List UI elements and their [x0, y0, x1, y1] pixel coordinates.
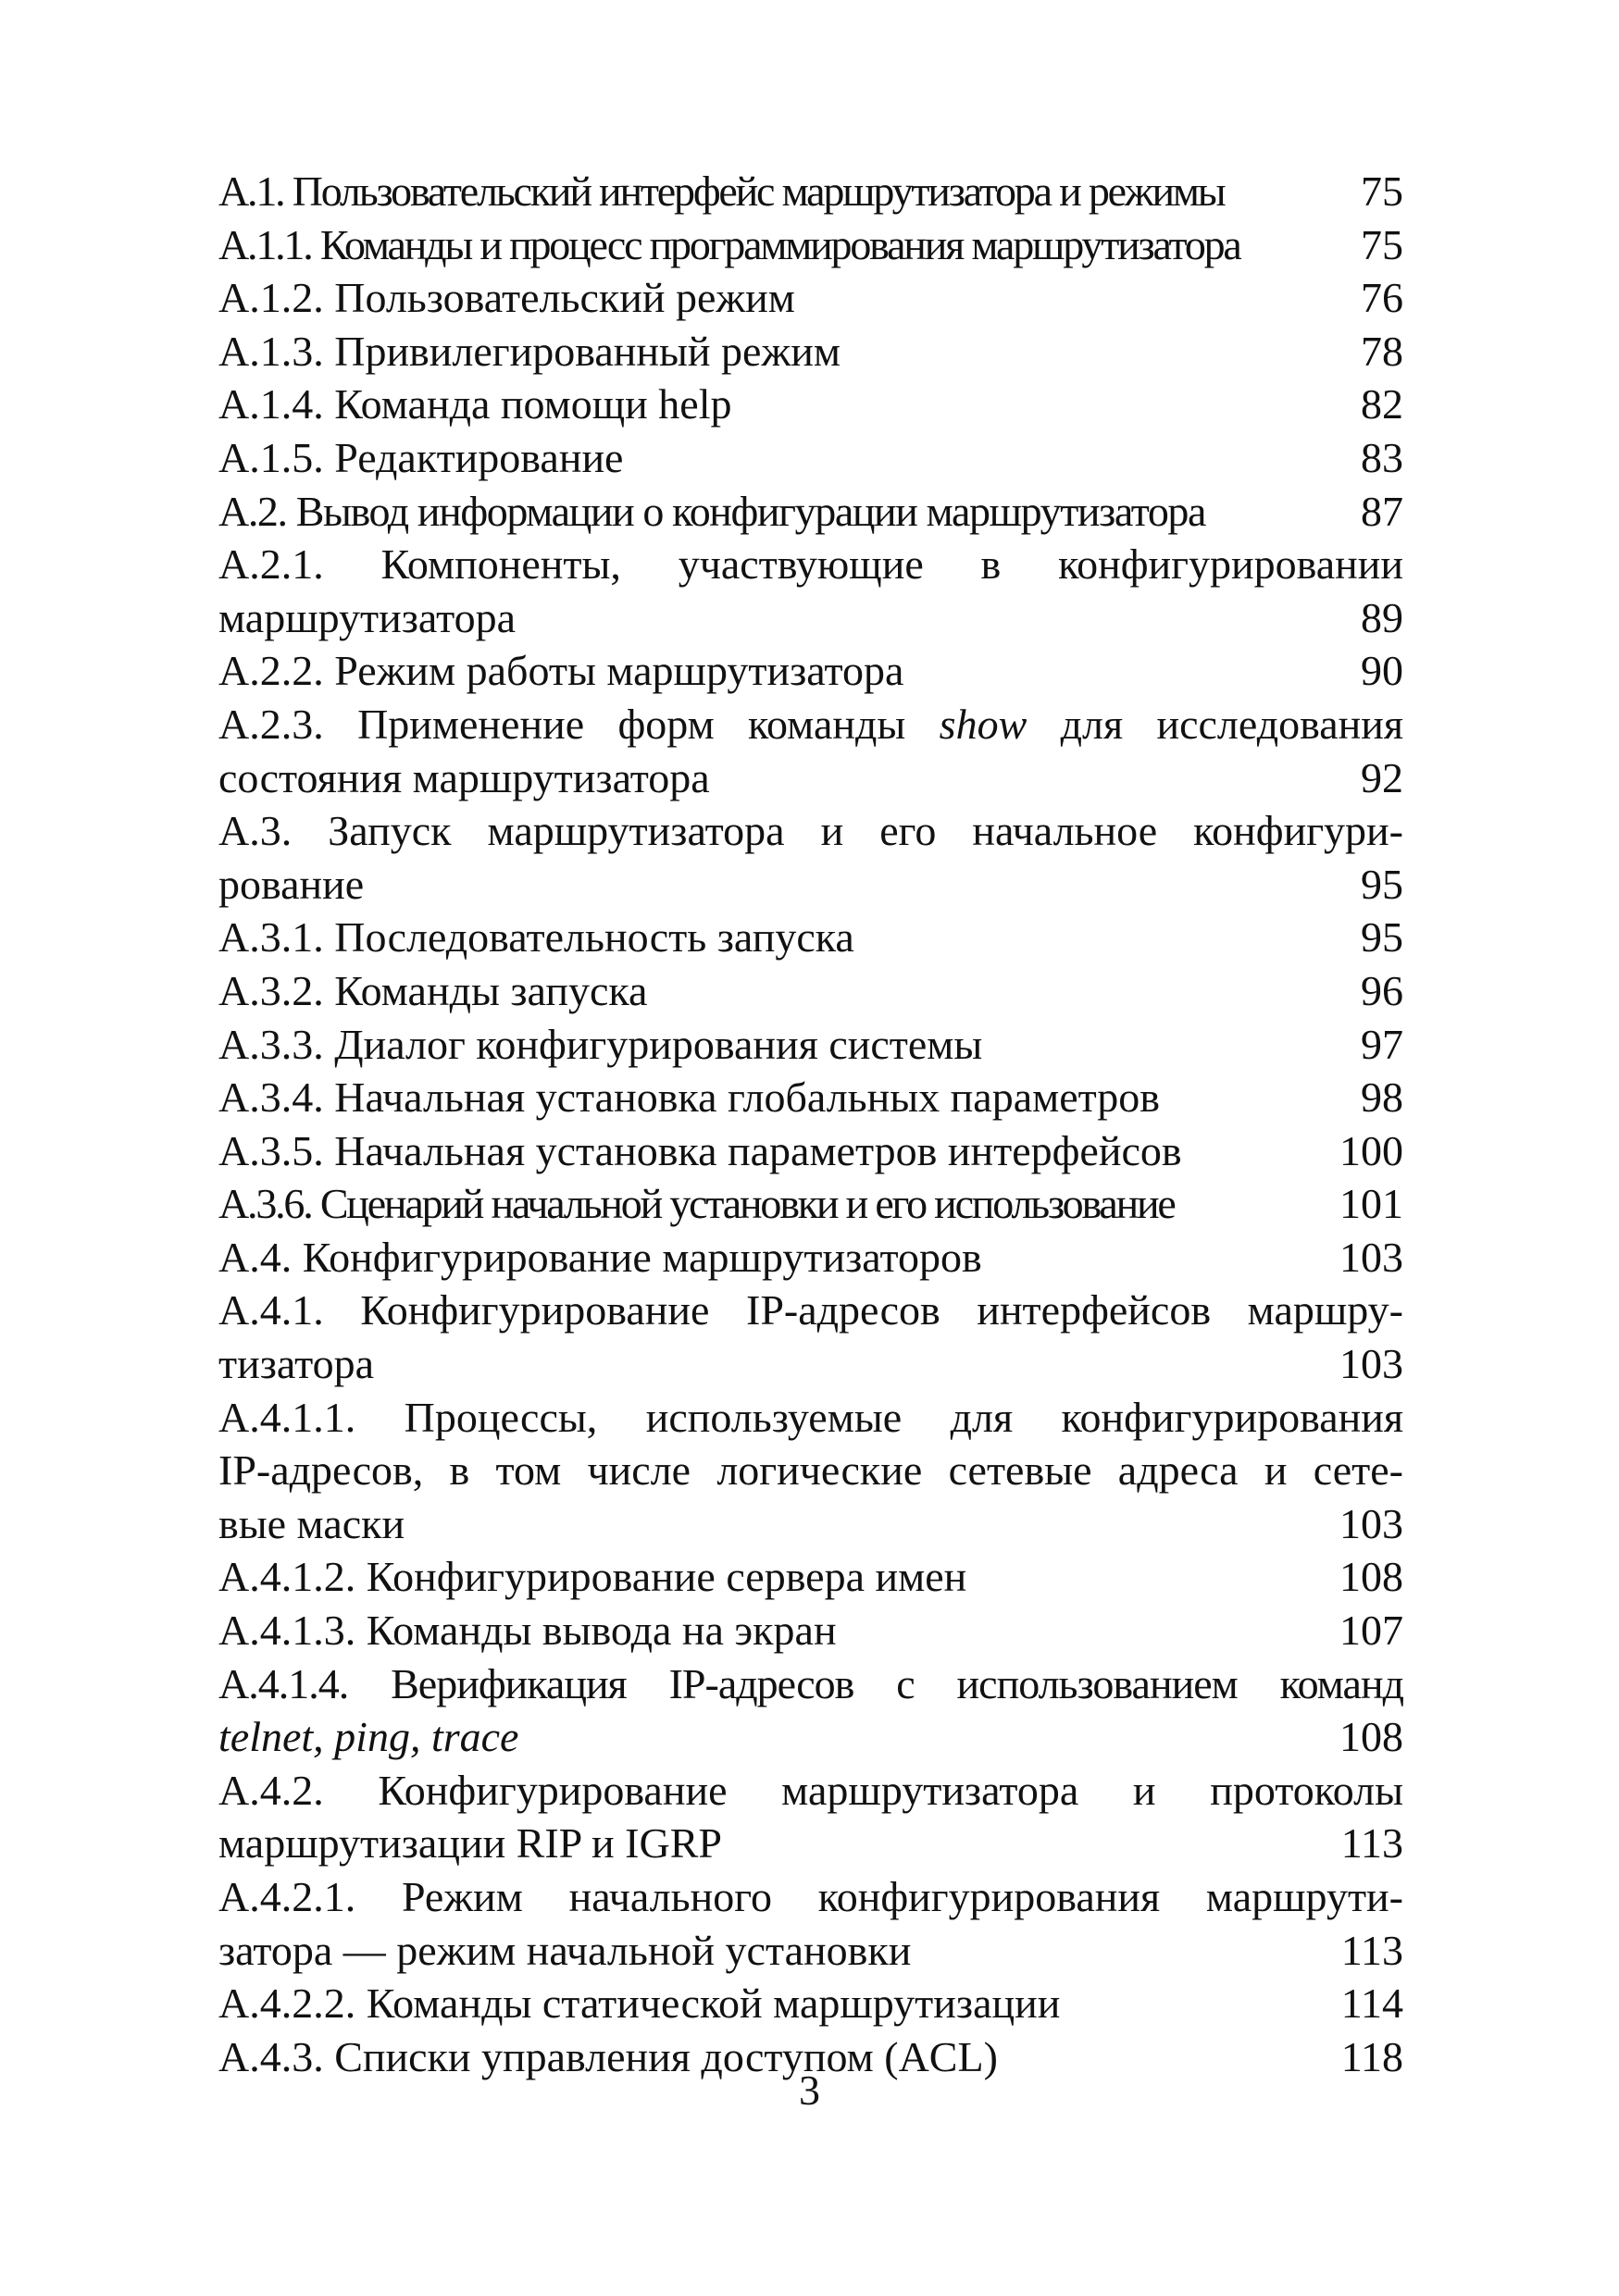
toc-entry-page: 76	[1361, 274, 1403, 322]
toc-entry-page: 78	[1361, 327, 1403, 375]
toc-entry-page: 98	[1361, 1074, 1403, 1122]
toc-entry	[218, 1071, 1403, 1124]
toc-entry-line	[218, 1284, 1403, 1337]
toc-entry-title: А.2.3. Применение форм команды show для исследования	[218, 700, 1403, 748]
toc-entry-title: А.3.6. Сценарий начальной установки и его использование	[218, 1180, 1175, 1228]
table-of-contents	[218, 165, 1403, 2083]
toc-entry-page: 118	[1340, 2032, 1403, 2080]
toc-entry-page: 113	[1340, 1819, 1403, 1868]
toc-entry-title: А.4.3. Списки управления доступом (ACL)	[218, 2032, 998, 2080]
toc-entry-page: 95	[1361, 860, 1403, 908]
toc-entry-continuation	[218, 858, 1403, 912]
toc-entry-title: А.1.3. Привилегированный режим	[218, 327, 841, 375]
toc-entry	[218, 485, 1403, 539]
toc-entry-title: А.1.5. Редактирование	[218, 433, 624, 481]
toc-entry-page: 83	[1361, 433, 1403, 481]
toc-entry	[218, 431, 1403, 485]
toc-entry-page: 75	[1361, 220, 1403, 268]
toc-entry-title: А.1.4. Команда помощи help	[218, 380, 732, 428]
toc-entry-title: А.3.5. Начальная установка параметров интерфейсов	[218, 1126, 1182, 1174]
toc-entry	[218, 1177, 1403, 1231]
toc-entry-continuation	[218, 1817, 1403, 1870]
toc-entry-title: А.2.2. Режим работы маршрутизатора	[218, 647, 904, 695]
toc-entry	[218, 1124, 1403, 1178]
toc-entry-page: 103	[1339, 1233, 1403, 1281]
toc-entry-page: 103	[1339, 1340, 1403, 1388]
toc-entry-page: 114	[1340, 1980, 1403, 2028]
toc-entry	[218, 325, 1403, 379]
toc-entry-title: А.3.4. Начальная установка глобальных параметров	[218, 1074, 1161, 1122]
toc-entry-line	[218, 804, 1403, 858]
toc-entry	[218, 911, 1403, 964]
toc-entry-continuation	[218, 591, 1403, 645]
toc-entry-title: А.4.2.1. Режим начального конфигурирования маршрути-	[218, 1873, 1403, 1920]
toc-entry-continuation	[218, 1710, 1403, 1764]
toc-entry	[218, 165, 1403, 218]
toc-entry-page: 113	[1340, 1926, 1403, 1974]
toc-entry-title: А.2.1. Компоненты, участвующие в конфигурировании	[218, 540, 1403, 589]
toc-entry	[218, 1550, 1403, 1604]
toc-entry-page: 97	[1361, 1020, 1403, 1068]
toc-entry-page: 108	[1339, 1553, 1403, 1601]
toc-entry-title-cont: состояния маршрутизатора	[218, 753, 710, 801]
toc-entry-page: 87	[1361, 487, 1403, 535]
toc-entry-page: 107	[1339, 1607, 1403, 1655]
toc-entry-page: 100	[1339, 1126, 1403, 1174]
toc-entry	[218, 1231, 1403, 1285]
toc-entry-page: 95	[1361, 913, 1403, 962]
toc-entry-title: А.3. Запуск маршрутизатора и его начальное конфигури-	[218, 807, 1403, 855]
toc-entry-title: А.3.1. Последовательность запуска	[218, 913, 854, 962]
toc-entry-title: А.4.1. Конфигурирование IP-адресов интерфейсов маршру-	[218, 1286, 1403, 1334]
toc-entry-title: А.1.1. Команды и процесс программирования маршрутизатора	[218, 220, 1240, 268]
toc-entry	[218, 218, 1403, 272]
toc-entry-title: А.4.1.4. Верификация IP-адресов с использованием команд	[218, 1659, 1403, 1707]
toc-entry-page: 103	[1339, 1499, 1403, 1547]
toc-entry-page: 89	[1361, 593, 1403, 641]
page-number: 3	[799, 2066, 820, 2114]
toc-entry-page: 75	[1361, 168, 1403, 215]
toc-entry-title-cont: маршрутизатора	[218, 593, 517, 641]
toc-entry-title-cont: затора — режим начальной установки	[218, 1926, 912, 1974]
toc-entry-continuation	[218, 1337, 1403, 1391]
toc-entry-title: А.4. Конфигурирование маршрутизаторов	[218, 1233, 982, 1281]
toc-entry-title: А.2. Вывод информации о конфигурации маршрутизатора	[218, 487, 1206, 535]
toc-entry	[218, 378, 1403, 431]
toc-entry-title-cont: вые маски	[218, 1499, 405, 1547]
toc-entry-title-cont: тизатора	[218, 1340, 375, 1388]
toc-entry	[218, 1018, 1403, 1072]
toc-entry-page: 96	[1361, 966, 1403, 1014]
toc-entry-line	[218, 1764, 1403, 1818]
toc-entry-title-cont: IP-адресов, в том числе логические сетевые адреса и сете-	[218, 1446, 1403, 1495]
toc-entry-title: А.1.2. Пользовательский режим	[218, 274, 795, 322]
toc-entry-line	[218, 538, 1403, 591]
toc-entry	[218, 644, 1403, 698]
toc-entry	[218, 1604, 1403, 1657]
toc-entry-continuation	[218, 1924, 1403, 1978]
toc-entry-line	[218, 1870, 1403, 1924]
command-name: show	[939, 700, 1027, 748]
toc-entry	[218, 271, 1403, 325]
toc-entry-page: 101	[1339, 1180, 1403, 1228]
toc-entry	[218, 1977, 1403, 2030]
toc-entry-title: А.4.2.2. Команды статической маршрутизации	[218, 1980, 1061, 2028]
toc-entry-page: 82	[1361, 380, 1403, 428]
toc-entry-line	[218, 1657, 1403, 1711]
toc-entry-page: 108	[1339, 1713, 1403, 1761]
toc-entry-title-cont: маршрутизации RIP и IGRP	[218, 1819, 722, 1868]
toc-entry-line	[218, 1391, 1403, 1445]
command-names: telnet, ping, trace	[218, 1713, 519, 1761]
toc-entry-title: А.4.1.2. Конфигурирование сервера имен	[218, 1553, 967, 1601]
toc-entry-title: А.3.3. Диалог конфигурирования системы	[218, 1020, 983, 1068]
toc-entry-line	[218, 1444, 1403, 1497]
toc-entry-title: А.4.1.3. Команды вывода на экран	[218, 1607, 837, 1655]
toc-entry-page: 92	[1361, 753, 1403, 801]
toc-entry-title-cont: рование	[218, 860, 365, 908]
toc-entry-line	[218, 698, 1403, 751]
toc-entry-continuation	[218, 1497, 1403, 1551]
toc-entry-title: А.4.1.1. Процессы, используемые для конфигурирования	[218, 1393, 1403, 1441]
toc-entry-title: А.1. Пользовательский интерфейс маршрутизатора и режимы	[218, 168, 1225, 215]
toc-entry-page: 90	[1361, 647, 1403, 695]
toc-entry-title: А.3.2. Команды запуска	[218, 966, 648, 1014]
toc-entry	[218, 964, 1403, 1018]
toc-entry-title: А.4.2. Конфигурирование маршрутизатора и протоколы	[218, 1766, 1403, 1814]
toc-entry-continuation	[218, 751, 1403, 805]
